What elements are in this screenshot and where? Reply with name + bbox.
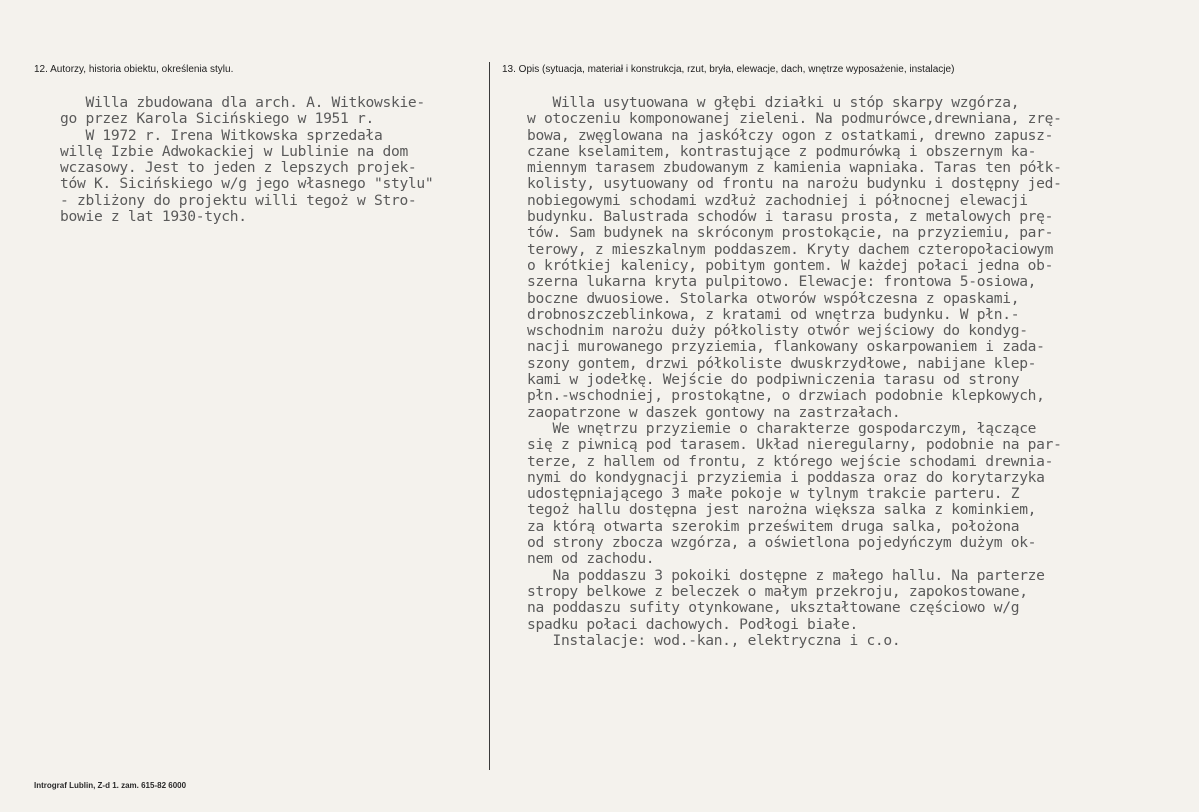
- section-13-heading: 13. Opis (sytuacja, materiał i konstrukcja, rzut, bryła, elewacje, dach, wnętrze wyposażenie, instalacje): [502, 64, 955, 75]
- printer-imprint: Intrograf Lublin, Z-d 1. zam. 615-82 6000: [34, 781, 187, 790]
- description-text-line: tów. Sam budynek na skróconym prostokącie, na przyziemiu, par-: [527, 224, 1054, 242]
- history-text-line: - zbliżony do projektu willi tegoż w Stro-: [60, 191, 417, 209]
- description-text-line: nacji murowanego przyziemia, flankowany oskarpowaniem i zada-: [527, 338, 1045, 356]
- description-text-line: w otoczeniu komponowanej zieleni. Na podmurówce,drewniana, zrę-: [527, 110, 1062, 128]
- history-text-line: tów K. Sicińskiego w/g jego własnego "stylu": [60, 175, 434, 193]
- history-text-line: W 1972 r. Irena Witkowska sprzedała: [60, 126, 383, 144]
- history-text-line: go przez Karola Sicińskiego w 1951 r.: [60, 110, 374, 128]
- description-text-line: Willa usytuowana w głębi działki u stóp skarpy wzgórza,: [527, 94, 1020, 111]
- history-text: [60, 95, 433, 225]
- description-text-line: terze, z hallem od frontu, z którego wejście schodami drewnia-: [527, 452, 1054, 470]
- description-text-line: o krótkiej kalenicy, pobitym gontem. W każdej połaci jedna ob-: [527, 256, 1054, 274]
- column-divider: [489, 62, 490, 770]
- description-text-line: kolisty, usytuowany od frontu na narożu budynku i dostępny jed-: [527, 175, 1062, 193]
- description-text-line: na poddaszu sufity otynkowane, ukształtowane częściowo w/g: [527, 599, 1020, 617]
- description-text: [527, 95, 1062, 649]
- description-text-line: zaopatrzone w daszek gontowy na zastrzałach.: [527, 403, 901, 421]
- description-text-line: nobiegowymi schodami wzdłuż zachodniej i północnej elewacji: [527, 191, 1028, 209]
- history-text-line: willę Izbie Adwokackiej w Lublinie na dom: [60, 142, 408, 160]
- description-text-line: udostępniającego 3 małe pokoje w tylnym trakcie parteru. Z: [527, 485, 1020, 503]
- description-text-line: Instalacje: wod.-kan., elektryczna i c.o.: [527, 631, 901, 649]
- history-text-line: Willa zbudowana dla arch. A. Witkowskie-: [60, 94, 425, 111]
- description-text-line: bowa, zwęglowana na jaskółczy ogon z ostatkami, drewno zapusz-: [527, 126, 1054, 144]
- description-text-line: stropy belkowe z beleczek o małym przekroju, zapokostowane,: [527, 582, 1028, 600]
- description-text-line: tegoż hallu dostępna jest narożna większa salka z kominkiem,: [527, 501, 1037, 519]
- description-text-line: od strony zbocza wzgórza, a oświetlona pojedyńczym dużym ok-: [527, 534, 1037, 552]
- description-text-line: się z piwnicą pod tarasem. Układ nieregularny, podobnie na par-: [527, 436, 1062, 454]
- description-text-line: miennym tarasem zbudowanym z kamienia wapniaka. Taras ten półk-: [527, 159, 1062, 177]
- history-text-line: bowie z lat 1930-tych.: [60, 208, 247, 226]
- section-12-heading: 12. Autorzy, historia obiektu, określenia stylu.: [34, 64, 234, 75]
- history-text-line: wczasowy. Jest to jeden z lepszych projek-: [60, 159, 417, 177]
- description-text-line: budynku. Balustrada schodów i tarasu prosta, z metalowych prę-: [527, 208, 1054, 226]
- description-text-line: boczne dwuosiowe. Stolarka otworów współczesna z opaskami,: [527, 289, 1020, 307]
- description-text-line: szerna lukarna kryta pulpitowo. Elewacje: frontowa 5-osiowa,: [527, 273, 1037, 291]
- description-text-line: spadku połaci dachowych. Podłogi białe.: [527, 615, 858, 633]
- description-text-line: szony gontem, drzwi półkoliste dwuskrzydłowe, nabijane klep-: [527, 354, 1037, 372]
- description-text-line: drobnoszczeblinkowa, z kratami od wnętrza budynku. W płn.-: [527, 305, 1020, 323]
- description-text-line: nymi do kondygnacji przyziemia i poddasza oraz do korytarzyka: [527, 468, 1045, 486]
- description-text-line: Na poddaszu 3 pokoiki dostępne z małego hallu. Na parterze: [527, 566, 1045, 584]
- description-text-line: We wnętrzu przyziemie o charakterze gospodarczym, łączące: [527, 419, 1037, 437]
- description-text-line: terowy, z mieszkalnym poddaszem. Kryty dachem czteropołaciowym: [527, 240, 1054, 258]
- description-text-line: wschodnim narożu duży półkolisty otwór wejściowy do kondyg-: [527, 322, 1028, 340]
- description-text-line: kami w jodełkę. Wejście do podpiwniczenia tarasu od strony: [527, 371, 1020, 389]
- description-text-line: za którą otwarta szerokim prześwitem druga salka, położona: [527, 517, 1020, 535]
- description-text-line: płn.-wschodniej, prostokątne, o drzwiach podobnie klepkowych,: [527, 387, 1045, 405]
- description-text-line: nem od zachodu.: [527, 550, 655, 568]
- description-text-line: czane kselamitem, kontrastujące z podmurówką i obszernym ka-: [527, 142, 1037, 160]
